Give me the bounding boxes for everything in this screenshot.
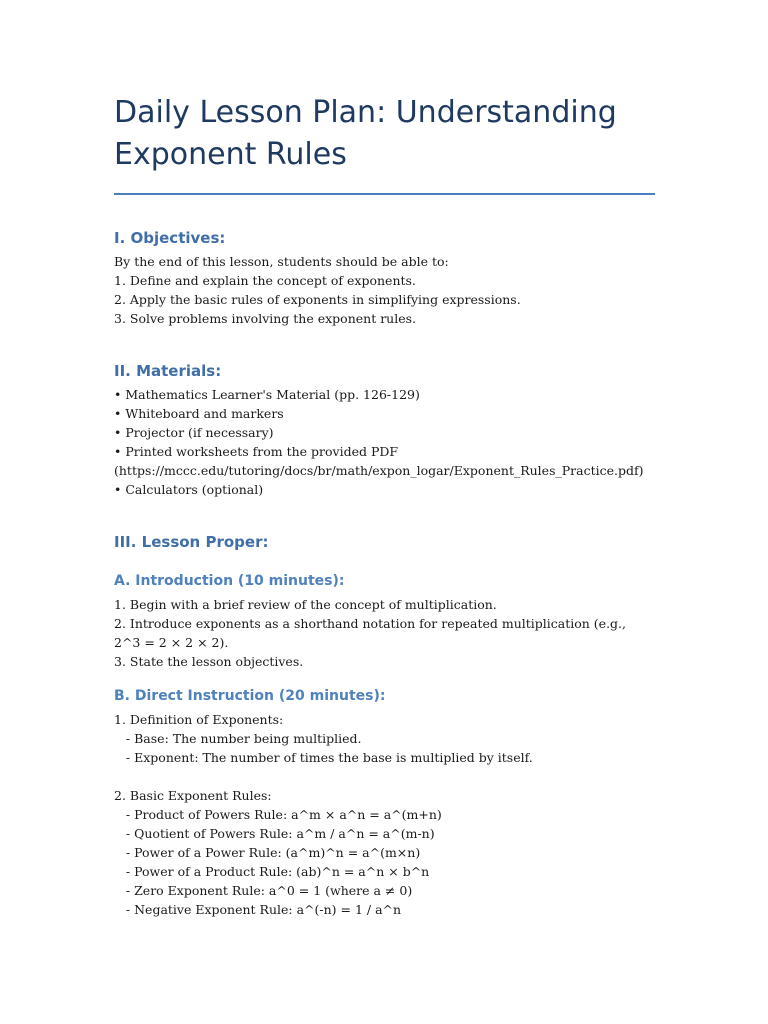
rule-line: 2. Basic Exponent Rules: [114, 788, 272, 803]
direct-instruction-body [114, 710, 656, 919]
definition-line: 1. Definition of Exponents: [114, 712, 284, 727]
rule-line: - Power of a Power Rule: (a^m)^n = a^(m×n) [114, 845, 421, 860]
rule-line: - Power of a Product Rule: (ab)^n = a^n × b^n [114, 864, 430, 879]
rule-line: - Quotient of Powers Rule: a^m / a^n = a^(m-n) [114, 826, 435, 841]
objectives-line: 3. Solve problems involving the exponent rules. [114, 311, 417, 326]
definition-line: - Base: The number being multiplied. [114, 731, 362, 746]
introduction-line: 1. Begin with a brief review of the concept of multiplication. [114, 597, 497, 612]
document-title: Daily Lesson Plan: Understanding Exponent Rules [114, 95, 617, 172]
rule-line: - Product of Powers Rule: a^m × a^n = a^(m+n) [114, 807, 442, 822]
paragraph-gap [114, 767, 656, 786]
introduction-line: 2. Introduce exponents as a shorthand notation for repeated multiplication (e.g., 2^3 = 2 × 2 × 2). [114, 616, 626, 650]
lesson-proper-heading: III. Lesson Proper: [114, 533, 269, 551]
materials-item: • Whiteboard and markers [114, 406, 284, 421]
title-divider [114, 193, 655, 195]
objectives-heading: I. Objectives: [114, 229, 226, 247]
definition-line: - Exponent: The number of times the base is multiplied by itself. [114, 750, 533, 765]
introduction-line: 3. State the lesson objectives. [114, 654, 304, 669]
materials-item: • Printed worksheets from the provided PDF [114, 444, 399, 459]
objectives-body [114, 252, 656, 328]
rule-line: - Negative Exponent Rule: a^(-n) = 1 / a^n [114, 902, 402, 917]
introduction-heading: A. Introduction (10 minutes): [114, 573, 345, 589]
materials-pdf-url: (https://mccc.edu/tutoring/docs/br/math/expon_logar/Exponent_Rules_Practice.pdf) [114, 463, 644, 478]
materials-item: • Calculators (optional) [114, 482, 264, 497]
objectives-line: By the end of this lesson, students should be able to: [114, 254, 449, 269]
objectives-line: 1. Define and explain the concept of exponents. [114, 273, 416, 288]
objectives-line: 2. Apply the basic rules of exponents in simplifying expressions. [114, 292, 521, 307]
materials-item: • Mathematics Learner's Material (pp. 126-129) [114, 387, 420, 402]
materials-heading: II. Materials: [114, 362, 222, 380]
introduction-body [114, 595, 656, 671]
lesson-plan-document [114, 92, 656, 919]
materials-body [114, 385, 656, 499]
direct-instruction-heading: B. Direct Instruction (20 minutes): [114, 688, 386, 704]
rule-line: - Zero Exponent Rule: a^0 = 1 (where a ≠ 0) [114, 883, 413, 898]
materials-item: • Projector (if necessary) [114, 425, 274, 440]
